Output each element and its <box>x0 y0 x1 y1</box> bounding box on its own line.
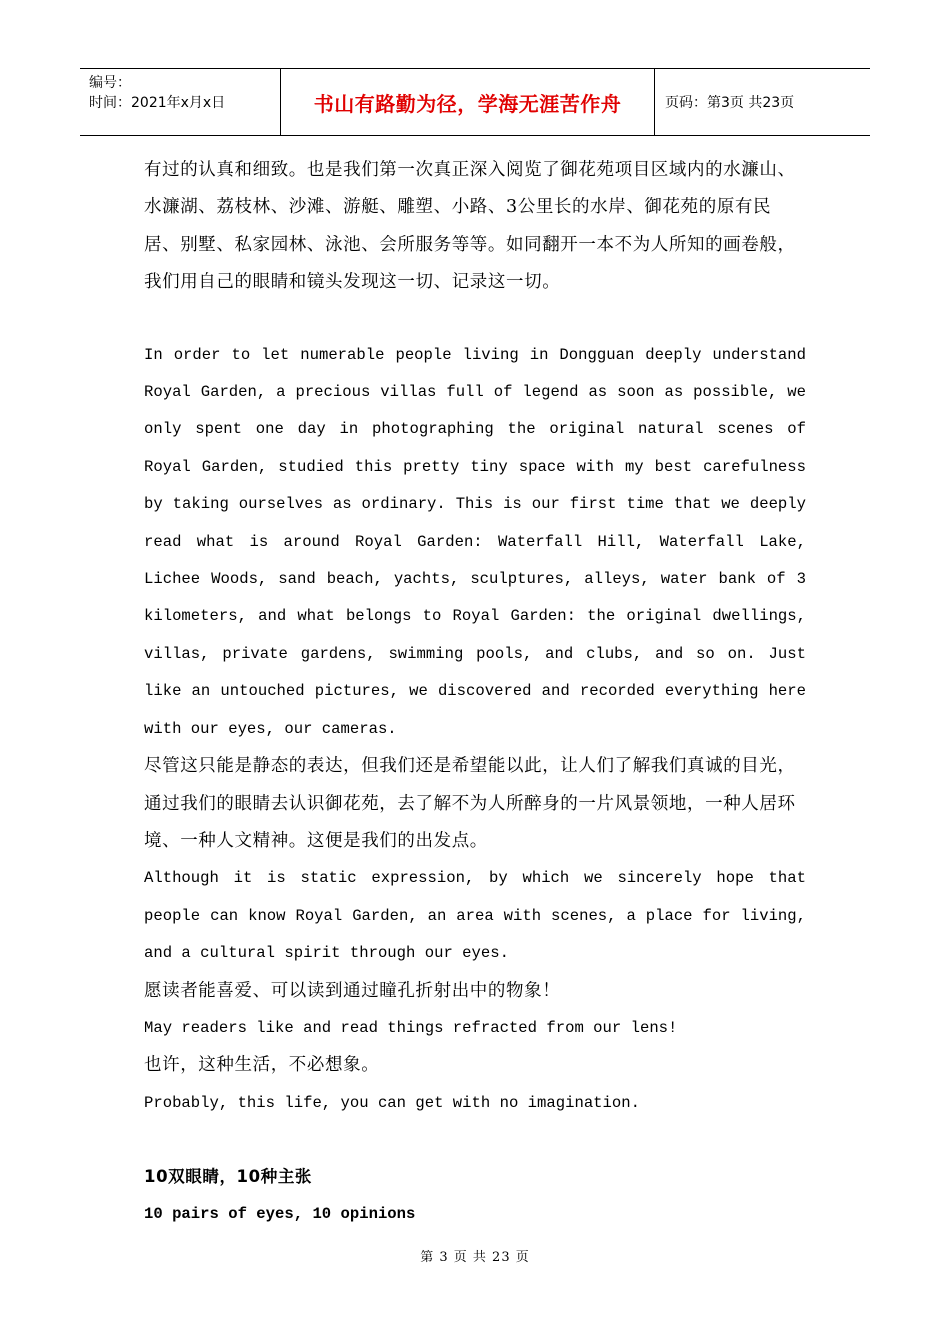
paragraph-life-zh: 也许，这种生活，不必想象。 <box>144 1055 380 1076</box>
paragraph-expression-zh: 尽管这只能是静态的表达，但我们还是希望能以此，让人们了解我们真诚的目光，通过我们的眼睛去认识御花苑，去了解不为人所醉身的一片风景领地，一种人居环境、一种人文精神。这便是我们的出发点。 <box>144 756 796 851</box>
section-heading-zh: 10双眼睛，10种主张 <box>144 1167 313 1187</box>
paragraph-life-en: Probably, this life, you can get with no imagination. <box>144 1093 640 1112</box>
spacer <box>144 1122 806 1158</box>
paragraph-intro-zh: 有过的认真和细致。也是我们第一次真正深入阅览了御花苑项目区域内的水濂山、水濂湖、荔枝林、沙滩、游艇、雕塑、小路、3公里长的水岸、御花苑的原有民居、别墅、私家园林、泳池、会所服务等等。如同翻开一本不为人所知的画卷般，我们用自己的眼睛和镜头发现这一切、记录这一切。 <box>144 160 796 293</box>
header-meta <box>80 69 281 135</box>
spacer <box>144 302 806 337</box>
document-number: 编号： <box>89 75 131 91</box>
paragraph-readers-zh: 愿读者能喜爱、可以读到通过瞳孔折射出中的物象！ <box>144 980 561 1001</box>
section-heading-en: 10 pairs of eyes, 10 opinions <box>144 1204 416 1223</box>
document-time: 时间：2021年x月x日 <box>89 95 226 111</box>
header-motto: 书山有路勤为径，学海无涯苦作舟 <box>281 69 655 135</box>
page-footer: 第 3 页 共 23 页 <box>420 1250 530 1265</box>
paragraph-intro-en: In order to let numerable people living in Dongguan deeply understand Royal Garden, a precious villas full of legend as soon as possible, we only spent one day in photographing the original natural scenes of Royal Garden, studied this pretty tiny space with my best carefulness by taking ourselves as ordinary. This is our first time that we deeply read what is around Royal Garden: Waterfall Hill, Waterfall Lake, Lichee Woods, sand beach, yachts, sculptures, alleys, water bank of 3 kilometers, and what belongs to Royal Garden: the original dwellings, villas, private gardens, swimming pools, and clubs, and so on. Just like an untouched pictures, we discovered and recorded everything here with our eyes, our cameras. <box>144 345 806 738</box>
paragraph-expression-en: Although it is static expression, by which we sincerely hope that people can know Royal Garden, an area with scenes, a place for living, and a cultural spirit through our eyes. <box>144 869 806 963</box>
header-page-number: 页码：第3页 共23页 <box>665 95 795 111</box>
document-body <box>144 152 806 1233</box>
paragraph-readers-en: May readers like and read things refracted from our lens! <box>144 1018 678 1037</box>
page-header <box>80 68 870 136</box>
